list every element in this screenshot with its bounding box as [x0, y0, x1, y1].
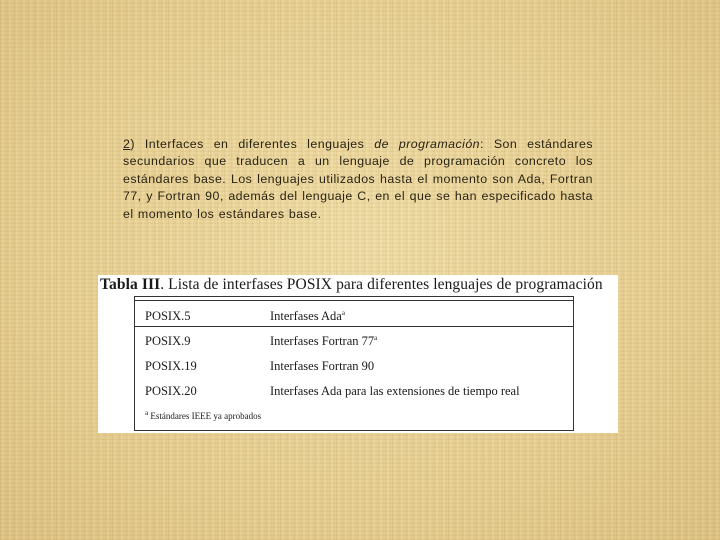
paragraph-lead: ) Interfaces en diferentes lenguajes: [130, 137, 375, 151]
table-cell-description: Interfases Ada para las extensiones de tiempo real: [270, 384, 520, 399]
table-top-rule: [135, 300, 573, 301]
body-paragraph: [123, 136, 593, 223]
table-cell-description: Interfases Fortran 77$^a$: [270, 334, 378, 349]
table-cell-standard: POSIX.20: [145, 384, 197, 398]
table-cell-standard: POSIX.9: [145, 334, 191, 348]
table-caption: [100, 276, 603, 294]
table-header-rule: [135, 326, 573, 327]
table-footnote: $^a$ Estándares IEEE ya aprobados: [145, 409, 262, 421]
table-caption-label: Tabla III: [100, 276, 161, 293]
table-caption-text: . Lista de interfases POSIX para diferentes lenguajes de programación: [160, 276, 603, 293]
paragraph-rest: : Son estándares secundarios que traducen a un lenguaje de programación concreto los estándares base. Los lenguajes utilizados hasta el momento son Ada, Fortran 77, y Fortran 90, además del lenguaje C, en el que se han especificado hasta el momento los estándares base.: [123, 137, 593, 221]
table-cell-description: Interfases Ada$^a$: [270, 309, 345, 324]
paragraph-italic: de programación: [374, 137, 481, 151]
table-cell-standard: POSIX.19: [145, 359, 197, 373]
table-cell-standard: POSIX.5: [145, 309, 191, 323]
table-cell-description: Interfases Fortran 90: [270, 359, 375, 374]
posix-table-image: [98, 275, 618, 433]
table-frame: [134, 296, 574, 431]
paragraph-number: 2: [123, 137, 131, 151]
